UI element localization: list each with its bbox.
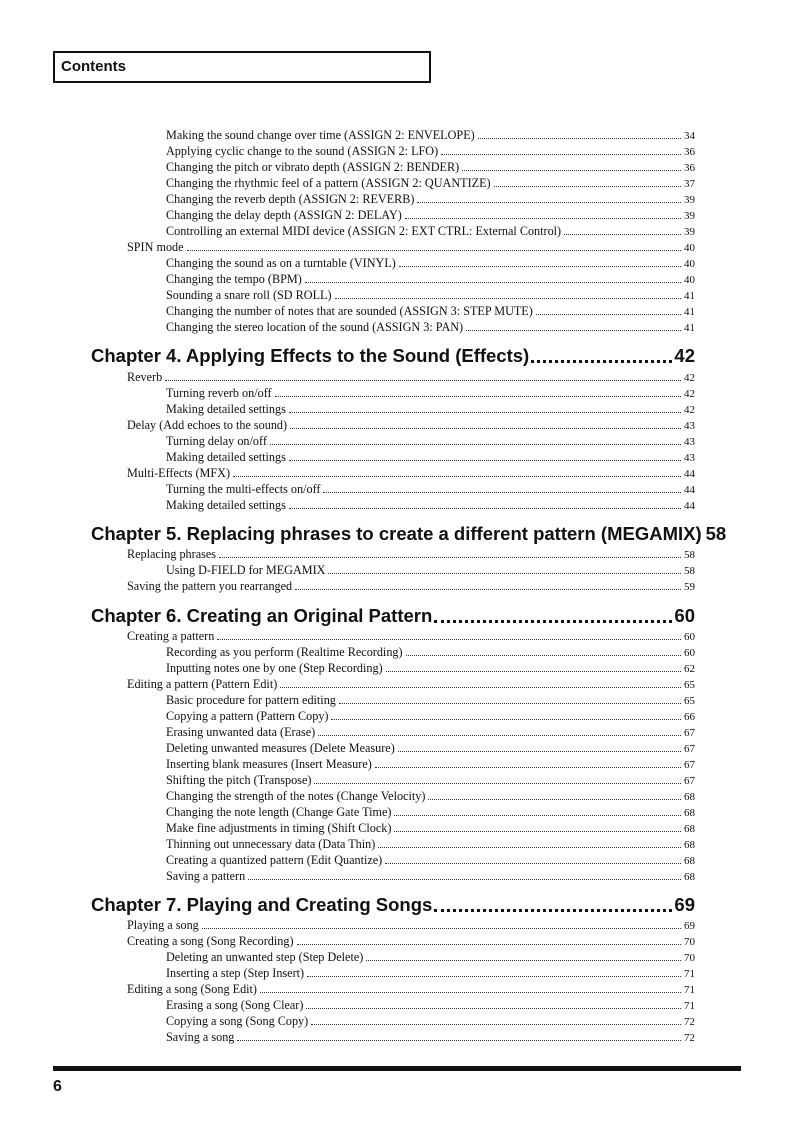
toc-subsection[interactable] — [166, 804, 695, 820]
toc-dot-leader — [165, 379, 681, 381]
toc-entry-title: Inserting blank measures (Insert Measure) — [166, 757, 372, 771]
toc-entry-title: Chapter 6. Creating an Original Pattern — [91, 605, 433, 626]
toc-entry-title: Using D-FIELD for MEGAMIX — [166, 563, 326, 577]
toc-entry-title: Creating a quantized pattern (Edit Quantize) — [166, 853, 383, 867]
toc-entry-title: Multi-Effects (MFX) — [127, 466, 231, 480]
toc-entry-title: Recording as you perform (Realtime Recording) — [166, 645, 403, 659]
toc-dot-leader — [187, 249, 681, 251]
toc-page-number: 72 — [684, 1032, 695, 1044]
toc-subsection[interactable] — [166, 433, 695, 449]
toc-page-number: 40 — [684, 258, 695, 270]
toc-dot-leader — [536, 313, 681, 315]
toc-entry-title: Creating a pattern — [127, 629, 215, 643]
toc-dot-leader — [306, 1007, 681, 1009]
toc-dot-leader — [405, 217, 681, 219]
toc-page-number: 68 — [684, 871, 695, 883]
toc-dot-leader — [289, 459, 681, 461]
toc-entry-title: Chapter 5. Replacing phrases to create a different pattern (MEGAMIX) — [91, 523, 702, 544]
toc-page-number: 66 — [684, 711, 695, 723]
toc-dot-leader — [328, 572, 681, 574]
toc-dot-leader — [311, 1023, 681, 1025]
toc-page-number: 70 — [684, 936, 695, 948]
toc-subsection[interactable] — [166, 997, 695, 1013]
toc-page-number: 72 — [684, 1016, 695, 1028]
toc-chapter[interactable] — [91, 604, 695, 628]
toc-dot-leader — [280, 686, 681, 688]
toc-section[interactable] — [127, 676, 695, 692]
toc-dot-leader — [260, 991, 681, 993]
toc-subsection[interactable] — [166, 724, 695, 740]
toc-dot-leader — [466, 329, 681, 331]
toc-subsection[interactable] — [166, 644, 695, 660]
toc-subsection[interactable] — [166, 159, 695, 175]
toc-page-number: 68 — [684, 823, 695, 835]
toc-page-number: 69 — [674, 894, 695, 915]
toc-page-number: 68 — [684, 855, 695, 867]
toc-page-number: 71 — [684, 968, 695, 980]
toc-page-number: 67 — [684, 775, 695, 787]
toc-dot-leader — [406, 654, 681, 656]
toc-dot-leader — [289, 507, 681, 509]
toc-dot-leader — [394, 830, 681, 832]
toc-page-number: 70 — [684, 952, 695, 964]
toc-dot-leader — [219, 556, 681, 558]
toc-entry-title: Controlling an external MIDI device (ASSIGN 2: EXT CTRL: External Control) — [166, 224, 562, 238]
toc-entry-title: Turning the multi-effects on/off — [166, 482, 321, 496]
toc-subsection[interactable] — [166, 319, 695, 335]
toc-entry-title: Changing the stereo location of the sound (ASSIGN 3: PAN) — [166, 320, 464, 334]
toc-entry-title: Saving a pattern — [166, 869, 246, 883]
toc-dot-leader — [339, 702, 681, 704]
toc-page-number: 58 — [684, 549, 695, 561]
toc-dot-leader — [531, 359, 672, 363]
toc-entry-title: Saving the pattern you rearranged — [127, 579, 293, 593]
toc-dot-leader — [331, 718, 681, 720]
page-number: 6 — [53, 1078, 62, 1095]
toc-dot-leader — [248, 878, 681, 880]
toc-entry-title: Erasing unwanted data (Erase) — [166, 725, 316, 739]
toc-entry-title: Shifting the pitch (Transpose) — [166, 773, 312, 787]
toc-page-number: 65 — [684, 679, 695, 691]
toc-entry-title: Playing a song — [127, 918, 199, 932]
toc-dot-leader — [428, 798, 681, 800]
toc-entry-title: Inputting notes one by one (Step Recording) — [166, 661, 383, 675]
toc-page-number: 67 — [684, 727, 695, 739]
toc-entry-title: Reverb — [127, 370, 163, 384]
toc-page-number: 68 — [684, 839, 695, 851]
toc-subsection[interactable] — [166, 287, 695, 303]
toc-subsection[interactable] — [166, 1029, 695, 1045]
toc-entry-title: Making detailed settings — [166, 498, 286, 512]
toc-dot-leader — [295, 588, 681, 590]
toc-dot-leader — [494, 185, 681, 187]
toc-entry-title: Turning delay on/off — [166, 434, 267, 448]
toc-subsection[interactable] — [166, 708, 695, 724]
toc-entry-title: Changing the pitch or vibrato depth (ASSIGN 2: BENDER) — [166, 160, 460, 174]
toc-entry-title: Copying a song (Song Copy) — [166, 1014, 309, 1028]
toc-page-number: 69 — [684, 920, 695, 932]
toc-dot-leader — [270, 443, 681, 445]
toc-page-number: 36 — [684, 146, 695, 158]
toc-subsection[interactable] — [166, 1013, 695, 1029]
toc-section[interactable] — [127, 417, 695, 433]
toc-dot-leader — [478, 137, 681, 139]
toc-entry-title: Sounding a snare roll (SD ROLL) — [166, 288, 332, 302]
toc-dot-leader — [290, 427, 681, 429]
toc-subsection[interactable] — [166, 562, 695, 578]
toc-dot-leader — [378, 846, 681, 848]
toc-subsection[interactable] — [166, 497, 695, 513]
toc-dot-leader — [289, 411, 681, 413]
toc-page-number: 41 — [684, 290, 695, 302]
toc-subsection[interactable] — [166, 868, 695, 884]
toc-page-number: 42 — [684, 404, 695, 416]
toc-section[interactable] — [127, 465, 695, 481]
toc-subsection[interactable] — [166, 271, 695, 287]
toc-page-number: 41 — [684, 306, 695, 318]
toc-dot-leader — [305, 281, 681, 283]
toc-entry-title: Thinning out unnecessary data (Data Thin) — [166, 837, 376, 851]
toc-entry-title: Applying cyclic change to the sound (ASSIGN 2: LFO) — [166, 144, 439, 158]
toc-page-number: 67 — [684, 759, 695, 771]
toc-page-number: 67 — [684, 743, 695, 755]
toc-subsection[interactable] — [166, 740, 695, 756]
toc-page-number: 68 — [684, 791, 695, 803]
toc-section[interactable] — [127, 239, 695, 255]
toc-entry-title: Erasing a song (Song Clear) — [166, 998, 304, 1012]
toc-subsection[interactable] — [166, 820, 695, 836]
toc-page-number: 59 — [684, 581, 695, 593]
toc-entry-title: Changing the tempo (BPM) — [166, 272, 302, 286]
toc-subsection[interactable] — [166, 401, 695, 417]
toc-entry-title: Make fine adjustments in timing (Shift Clock) — [166, 821, 392, 835]
toc-entry-title: Editing a song (Song Edit) — [127, 982, 257, 996]
toc-subsection[interactable] — [166, 255, 695, 271]
toc-subsection[interactable] — [166, 223, 695, 239]
section-title: Contents — [61, 58, 126, 75]
toc-page-number: 42 — [684, 388, 695, 400]
toc-dot-leader — [394, 814, 681, 816]
section-header — [53, 51, 431, 83]
toc-subsection[interactable] — [166, 949, 695, 965]
toc-page-number: 37 — [684, 178, 695, 190]
toc-entry-title: Turning reverb on/off — [166, 386, 272, 400]
toc-dot-leader — [398, 750, 681, 752]
toc-entry-title: Chapter 4. Applying Effects to the Sound (Effects) — [91, 345, 530, 366]
toc-section[interactable] — [127, 917, 695, 933]
toc-entry-title: Basic procedure for pattern editing — [166, 693, 336, 707]
toc-dot-leader — [462, 169, 681, 171]
toc-entry-title: Changing the rhythmic feel of a pattern (ASSIGN 2: QUANTIZE) — [166, 176, 491, 190]
toc-page-number: 60 — [684, 631, 695, 643]
toc-entry-title: Replacing phrases — [127, 547, 217, 561]
toc-entry-title: Deleting an unwanted step (Step Delete) — [166, 950, 364, 964]
toc-page-number: 40 — [684, 274, 695, 286]
toc-subsection[interactable] — [166, 852, 695, 868]
toc-subsection[interactable] — [166, 143, 695, 159]
toc-entry-title: SPIN mode — [127, 240, 184, 254]
toc-subsection[interactable] — [166, 175, 695, 191]
toc-dot-leader — [434, 619, 672, 623]
toc-entry-title: Deleting unwanted measures (Delete Measure) — [166, 741, 395, 755]
toc-entry-title: Making detailed settings — [166, 402, 286, 416]
footer-rule — [53, 1066, 741, 1071]
toc-entry-title: Copying a pattern (Pattern Copy) — [166, 709, 329, 723]
toc-page-number: 36 — [684, 162, 695, 174]
toc-page-number: 68 — [684, 807, 695, 819]
toc-page-number: 43 — [684, 420, 695, 432]
toc-subsection[interactable] — [166, 127, 695, 143]
toc-page-number: 62 — [684, 663, 695, 675]
toc-dot-leader — [366, 959, 681, 961]
toc-dot-leader — [441, 153, 681, 155]
toc-subsection[interactable] — [166, 788, 695, 804]
toc-dot-leader — [434, 908, 672, 912]
toc-entry-title: Making detailed settings — [166, 450, 286, 464]
toc-entry-title: Changing the strength of the notes (Change Velocity) — [166, 789, 426, 803]
toc-page-number: 40 — [684, 242, 695, 254]
toc-page-number: 65 — [684, 695, 695, 707]
toc-section[interactable] — [127, 981, 695, 997]
toc-page-number: 60 — [674, 605, 695, 626]
toc-section[interactable] — [127, 546, 695, 562]
toc-chapter[interactable] — [91, 344, 695, 368]
toc-subsection[interactable] — [166, 692, 695, 708]
toc-chapter[interactable] — [91, 893, 695, 917]
toc-entry-title: Changing the reverb depth (ASSIGN 2: REVERB) — [166, 192, 415, 206]
toc-chapter[interactable] — [91, 522, 727, 546]
toc-entry-title: Editing a pattern (Pattern Edit) — [127, 677, 278, 691]
toc-entry-title: Changing the note length (Change Gate Time) — [166, 805, 392, 819]
toc-entry-title: Changing the delay depth (ASSIGN 2: DELAY) — [166, 208, 402, 222]
toc-subsection[interactable] — [166, 449, 695, 465]
toc-entry-title: Changing the number of notes that are sounded (ASSIGN 3: STEP MUTE) — [166, 304, 533, 318]
toc-subsection[interactable] — [166, 772, 695, 788]
toc-entry-title: Delay (Add echoes to the sound) — [127, 418, 288, 432]
toc-subsection[interactable] — [166, 207, 695, 223]
toc-section[interactable] — [127, 628, 695, 644]
toc-page-number: 34 — [684, 130, 695, 142]
toc-dot-leader — [202, 927, 681, 929]
toc-dot-leader — [335, 297, 681, 299]
toc-page-number: 58 — [705, 523, 727, 544]
toc-page-number: 39 — [684, 210, 695, 222]
toc-page-number: 60 — [684, 647, 695, 659]
toc-page-number: 42 — [684, 372, 695, 384]
toc-subsection[interactable] — [166, 756, 695, 772]
toc-subsection[interactable] — [166, 836, 695, 852]
toc-page-number: 71 — [684, 984, 695, 996]
toc-entry-title: Creating a song (Song Recording) — [127, 934, 294, 948]
toc-dot-leader — [297, 943, 681, 945]
toc-subsection[interactable] — [166, 481, 695, 497]
toc-section[interactable] — [127, 933, 695, 949]
toc-page-number: 41 — [684, 322, 695, 334]
toc-dot-leader — [386, 670, 681, 672]
toc-entry-title: Making the sound change over time (ASSIGN 2: ENVELOPE) — [166, 128, 475, 142]
toc-dot-leader — [417, 201, 681, 203]
toc-dot-leader — [275, 395, 681, 397]
toc-entry-title: Inserting a step (Step Insert) — [166, 966, 305, 980]
toc-entry-title: Changing the sound as on a turntable (VINYL) — [166, 256, 396, 270]
toc-dot-leader — [375, 766, 681, 768]
toc-dot-leader — [399, 265, 681, 267]
toc-subsection[interactable] — [166, 191, 695, 207]
toc-section[interactable] — [127, 369, 695, 385]
toc-dot-leader — [314, 782, 681, 784]
toc-entry-title: Saving a song — [166, 1030, 235, 1044]
toc-page-number: 44 — [684, 468, 695, 480]
toc-dot-leader — [318, 734, 681, 736]
toc-page-number: 44 — [684, 484, 695, 496]
toc-dot-leader — [385, 862, 681, 864]
toc-page-number: 44 — [684, 500, 695, 512]
toc-dot-leader — [233, 475, 681, 477]
toc-page-number: 43 — [684, 452, 695, 464]
toc-dot-leader — [323, 491, 681, 493]
toc-entry-title: Chapter 7. Playing and Creating Songs — [91, 894, 433, 915]
toc-page-number: 42 — [674, 345, 695, 366]
toc-dot-leader — [217, 638, 681, 640]
toc-page-number: 39 — [684, 226, 695, 238]
toc-page-number: 43 — [684, 436, 695, 448]
toc-page-number: 71 — [684, 1000, 695, 1012]
toc-page-number: 39 — [684, 194, 695, 206]
toc-subsection[interactable] — [166, 965, 695, 981]
toc-dot-leader — [237, 1039, 681, 1041]
toc-dot-leader — [307, 975, 681, 977]
toc-page-number: 58 — [684, 565, 695, 577]
toc-subsection[interactable] — [166, 303, 695, 319]
toc-section[interactable] — [127, 578, 695, 594]
toc-dot-leader — [564, 233, 681, 235]
toc-subsection[interactable] — [166, 385, 695, 401]
toc-subsection[interactable] — [166, 660, 695, 676]
